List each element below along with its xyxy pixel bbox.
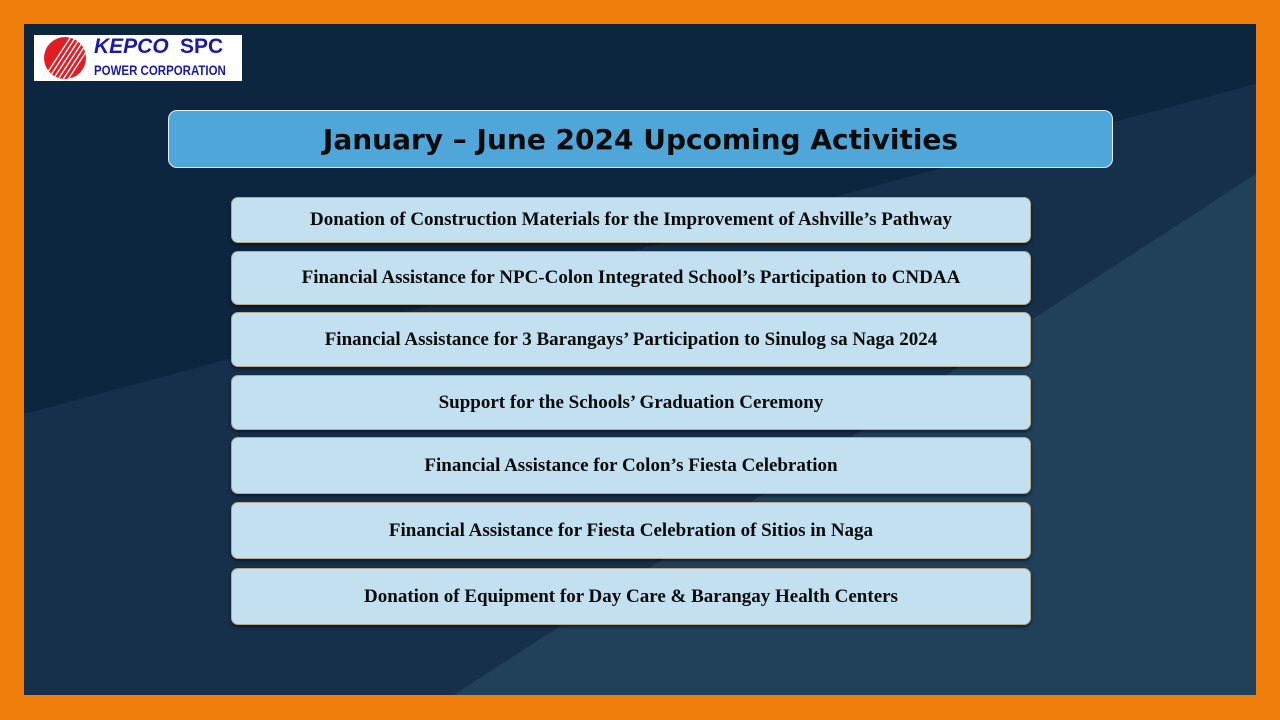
slide-title: January – June 2024 Upcoming Activities	[168, 110, 1113, 168]
slide	[24, 24, 1256, 695]
activity-item: Financial Assistance for 3 Barangays’ Participation to Sinulog sa Naga 2024	[231, 312, 1031, 367]
activity-item: Support for the Schools’ Graduation Ceremony	[231, 375, 1031, 430]
activity-item: Financial Assistance for NPC-Colon Integrated School’s Participation to CNDAA	[231, 251, 1031, 305]
activity-item: Financial Assistance for Colon’s Fiesta Celebration	[231, 437, 1031, 494]
activity-item: Donation of Equipment for Day Care & Barangay Health Centers	[231, 568, 1031, 625]
logo-text-spc: SPC	[180, 35, 224, 58]
kepco-spc-logo	[34, 35, 242, 81]
logo-text-kepco: KEPCO	[94, 35, 169, 58]
activity-item: Financial Assistance for Fiesta Celebration of Sitios in Naga	[231, 502, 1031, 559]
logo-text-power-corporation: POWER CORPORATION	[94, 62, 226, 78]
activity-item: Donation of Construction Materials for the Improvement of Ashville’s Pathway	[231, 197, 1031, 243]
kepco-logo-mark-icon	[36, 37, 94, 79]
